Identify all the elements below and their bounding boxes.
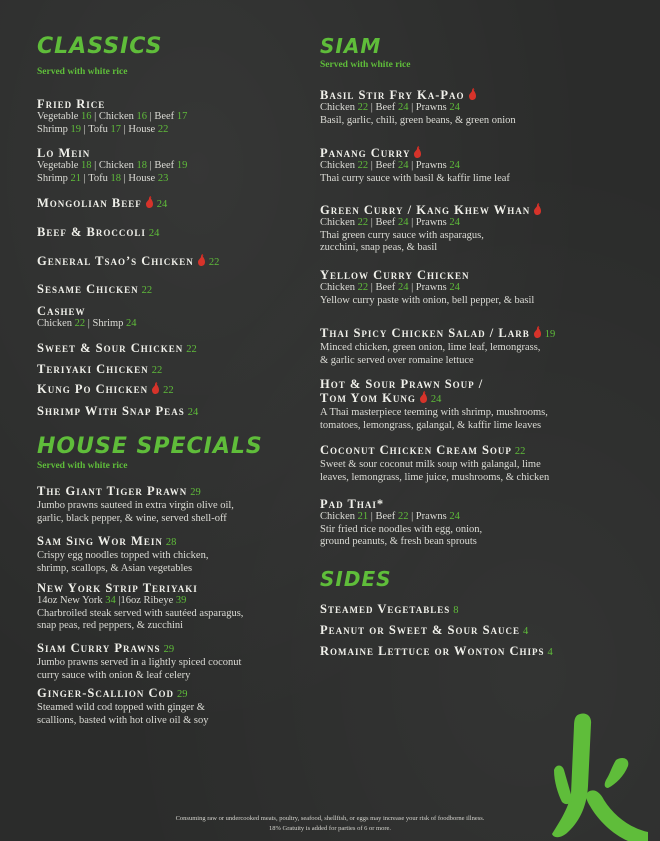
option-price: 24 (449, 217, 460, 228)
option-label: | House (121, 172, 158, 184)
menu-item (37, 341, 302, 357)
item-name (320, 203, 610, 217)
option-price: 24 (449, 160, 460, 171)
item-price: 22 (514, 446, 526, 457)
item-name (37, 686, 302, 702)
item-description: Sweet & sour coconut milk soup with galangal, lime leaves, lemongrass, lime juice, mushrooms, & chicken (320, 459, 550, 483)
option-label: |16oz Ribeye (115, 595, 176, 606)
item-name (320, 146, 610, 160)
menu-item (37, 97, 302, 136)
item-price: 22 (141, 285, 153, 296)
option-label: | House (121, 123, 158, 135)
item-description: Steamed wild cod topped with ginger & scallions, basted with hot olive oil & soy (37, 702, 209, 726)
option-label: | Beef (368, 102, 398, 113)
option-label: | Prawns (408, 217, 450, 228)
item-name (320, 268, 610, 282)
menu-item (320, 146, 610, 185)
item-price: 22 (163, 385, 174, 396)
item-name (37, 362, 302, 378)
item-name-text: Kung Po Chicken (37, 382, 149, 396)
option-label: Shrimp (37, 172, 71, 184)
item-name (37, 581, 302, 595)
menu-item (37, 304, 302, 331)
item-price: 22 (151, 365, 163, 376)
item-name-text: Shrimp With Snap Peas (37, 404, 185, 418)
option-price: 18 (110, 172, 122, 184)
price-options (37, 111, 302, 124)
item-name-text: Ginger-Scallion Cod (37, 686, 175, 700)
item-price: 24 (187, 407, 199, 418)
price-options (37, 318, 302, 331)
option-label: | Beef (147, 111, 177, 122)
option-price: 22 (397, 511, 409, 522)
item-name-text: Peanut or Sweet & Sour Sauce (320, 623, 521, 637)
option-price: 24 (449, 102, 460, 113)
item-name-text: Thai Spicy Chicken Salad / Larb (320, 326, 530, 340)
option-label: | Shrimp (85, 318, 127, 329)
option-label: Chicken (320, 511, 358, 522)
item-name-text: Romaine Lettuce or Wonton Chips (320, 644, 545, 658)
item-description: Thai curry sauce with basil & kaffir lime leaf (320, 172, 510, 184)
menu-item (37, 254, 302, 270)
item-name-text: Steamed Vegetables (320, 602, 451, 616)
option-label: Chicken (37, 318, 75, 329)
option-label: | Beef (368, 217, 398, 228)
chili-pepper-icon (468, 88, 477, 100)
item-name (320, 88, 610, 102)
item-name-text: Tom Yom Kung (320, 391, 416, 405)
option-label: 14oz New York (37, 595, 106, 606)
item-price: 29 (190, 487, 201, 498)
menu-item (320, 623, 610, 639)
item-name (320, 391, 610, 407)
option-label: Chicken (320, 217, 358, 228)
item-name (37, 97, 302, 111)
item-description: Stir fried rice noodles with egg, onion, ground peanuts, & fresh bean sprouts (320, 523, 483, 547)
item-description: Jumbo prawns served in a lightly spiced coconut curry sauce with onion & leaf celery (37, 657, 242, 681)
price-options (37, 124, 302, 137)
item-description: A Thai masterpiece teeming with shrimp, mushrooms, tomatoes, lemongrass, galangal, & kaffir lime leaves (320, 407, 548, 431)
chili-pepper-icon (413, 146, 422, 158)
menu-item (320, 377, 610, 432)
item-name-text: Panang Curry (320, 146, 411, 160)
menu-item (320, 326, 610, 367)
option-price: 19 (70, 123, 82, 135)
item-name (37, 382, 302, 398)
option-label: | Prawns (408, 102, 450, 113)
option-price: 22 (74, 318, 86, 329)
item-description: Crispy egg noodles topped with chicken, shrimp, scallops, & Asian vegetables (37, 550, 209, 574)
menu-item (320, 268, 610, 307)
option-label: Vegetable (37, 160, 82, 171)
item-name (320, 623, 610, 639)
item-name (37, 404, 302, 420)
option-price: 24 (397, 217, 409, 228)
item-name-text: Yellow Curry Chicken (320, 268, 470, 282)
sides-title: SIDES (320, 567, 392, 591)
option-label: | Prawns (408, 282, 450, 293)
item-name (37, 484, 302, 500)
footer-gratuity: 18% Gratuity is added for parties of 6 or more. (268, 825, 392, 832)
item-price: 22 (186, 344, 197, 355)
item-price: 29 (177, 689, 188, 700)
item-price: 22 (208, 257, 220, 268)
item-price: 8 (453, 605, 459, 616)
option-label: Chicken (320, 102, 358, 113)
option-label: Chicken (320, 160, 358, 171)
item-name (37, 341, 302, 357)
price-options (320, 102, 610, 115)
option-label: | Beef (368, 160, 398, 171)
price-options (320, 282, 610, 295)
item-description: Basil, garlic, chili, green beans, & green onion (320, 114, 516, 126)
menu-item (320, 644, 610, 660)
option-price: 22 (357, 282, 369, 293)
option-price: 24 (449, 282, 460, 293)
item-name-text: Siam Curry Prawns (37, 641, 161, 655)
menu-item (37, 282, 302, 298)
item-name (37, 225, 302, 241)
option-price: 22 (357, 160, 369, 171)
option-price: 22 (357, 102, 369, 113)
option-price: 17 (176, 111, 188, 122)
item-price: 4 (523, 626, 529, 637)
item-name (37, 196, 302, 212)
price-options (37, 160, 302, 173)
menu-item (37, 484, 302, 525)
option-price: 34 (105, 595, 116, 606)
item-name-text: Teriyaki Chicken (37, 362, 149, 376)
item-name (320, 602, 610, 618)
item-name-text: Pad Thai* (320, 497, 385, 511)
menu-item (37, 225, 302, 241)
item-price: 24 (156, 199, 168, 210)
item-name-text: Cashew (37, 304, 86, 318)
price-options (37, 173, 302, 186)
item-description: Charbroiled steak served with sautéed asparagus, snap peas, red peppers, & zucchini (37, 607, 244, 631)
menu-item (37, 581, 302, 633)
option-label: Shrimp (37, 123, 71, 135)
price-options (320, 511, 610, 524)
item-price: 28 (165, 537, 177, 548)
option-label: | Chicken (91, 111, 137, 122)
item-name-text: Green Curry / Kang Khew Whan (320, 203, 531, 217)
classics-subtitle: Served with white rice (37, 67, 128, 77)
menu-item (37, 534, 302, 575)
option-label: | Beef (368, 282, 398, 293)
menu-item (37, 196, 302, 212)
item-name-text: Fried Rice (37, 97, 106, 111)
menu-item (37, 382, 302, 398)
option-price: 24 (397, 102, 409, 113)
item-name (320, 644, 610, 660)
item-name (320, 497, 610, 511)
option-price: 24 (449, 511, 460, 522)
option-label: | Tofu (81, 172, 111, 184)
item-price: 4 (547, 647, 553, 658)
siam-subtitle: Served with white rice (320, 60, 411, 70)
chili-pepper-icon (533, 326, 542, 338)
item-name (37, 534, 302, 550)
classics-title: CLASSICS (37, 34, 163, 59)
option-label: Chicken (320, 282, 358, 293)
footer (0, 814, 660, 834)
option-label: | Beef (147, 160, 177, 171)
option-price: 39 (175, 595, 187, 606)
item-name-text: Basil Stir Fry Ka-Pao (320, 88, 465, 102)
item-name (37, 146, 302, 160)
option-label: | Beef (368, 511, 398, 522)
price-options (37, 595, 302, 608)
option-price: 23 (157, 172, 169, 184)
item-price: 29 (163, 644, 175, 655)
item-name-text: New York Strip Teriyaki (37, 581, 198, 595)
menu-item (320, 88, 610, 127)
item-description: Jumbo prawns sauteed in extra virgin olive oil, garlic, black pepper, & wine, served shell-off (37, 500, 234, 524)
menu-item (37, 686, 302, 727)
chili-pepper-icon (197, 254, 206, 266)
option-price: 24 (397, 160, 409, 171)
option-price: 16 (136, 111, 147, 122)
item-description: Thai green curry sauce with asparagus, zucchini, snap peas, & basil (320, 229, 484, 253)
footer-disclaimer: Consuming raw or undercooked meats, poultry, seafood, shellfish, or eggs may increase your risk of foodborne illness. (175, 815, 485, 822)
option-label: Vegetable (37, 111, 82, 122)
option-price: 21 (357, 511, 369, 522)
item-name (320, 377, 610, 391)
item-description: Yellow curry paste with onion, bell pepper, & basil (320, 294, 535, 306)
option-label: | Prawns (408, 160, 450, 171)
menu-item (320, 602, 610, 618)
option-price: 16 (81, 111, 92, 122)
item-price: 24 (430, 394, 442, 405)
option-label: | Tofu (81, 123, 111, 135)
price-options (320, 217, 610, 230)
option-price: 21 (70, 172, 82, 184)
chili-pepper-icon (419, 391, 428, 403)
item-name-text: Sam Sing Wor Mein (37, 534, 163, 548)
menu-item (320, 203, 610, 255)
item-name (37, 282, 302, 298)
chili-pepper-icon (533, 203, 542, 215)
option-label: | Prawns (408, 511, 450, 522)
menu-item (320, 497, 610, 549)
option-price: 17 (110, 123, 122, 135)
chili-pepper-icon (151, 382, 160, 394)
menu-item (320, 443, 610, 484)
option-label: | Chicken (91, 160, 137, 171)
chili-pepper-icon (145, 196, 154, 208)
item-name-text: Sesame Chicken (37, 282, 139, 296)
menu-item (37, 362, 302, 378)
item-price: 19 (544, 329, 556, 340)
item-name-text: Beef & Broccoli (37, 225, 146, 239)
item-description: Minced chicken, green onion, lime leaf, lemongrass, & garlic served over romaine lettuce (320, 342, 541, 366)
item-name-text: Hot & Sour Prawn Soup / (320, 377, 484, 391)
item-name-text: Mongolian Beef (37, 196, 142, 210)
menu-item (37, 641, 302, 682)
item-name-text: The Giant Tiger Prawn (37, 484, 188, 498)
house-specials-subtitle: Served with white rice (37, 461, 128, 471)
item-name (37, 641, 302, 657)
option-price: 18 (81, 160, 92, 171)
house-specials-title: HOUSE SPECIALS (37, 434, 263, 459)
price-options (320, 160, 610, 173)
option-price: 18 (136, 160, 147, 171)
option-price: 24 (126, 318, 137, 329)
item-name-text: Coconut Chicken Cream Soup (320, 443, 512, 457)
item-name (37, 254, 302, 270)
item-price: 24 (148, 228, 160, 239)
siam-title: SIAM (320, 34, 382, 58)
option-price: 24 (397, 282, 409, 293)
item-name-text: General Tsao’s Chicken (37, 254, 194, 268)
option-price: 19 (176, 160, 188, 171)
menu-item (37, 146, 302, 185)
item-name (37, 304, 302, 318)
item-name (320, 443, 610, 459)
option-price: 22 (157, 123, 169, 135)
item-name (320, 326, 610, 342)
item-name-text: Lo Mein (37, 146, 91, 160)
menu-item (37, 404, 302, 420)
option-price: 22 (357, 217, 369, 228)
item-name-text: Sweet & Sour Chicken (37, 341, 184, 355)
